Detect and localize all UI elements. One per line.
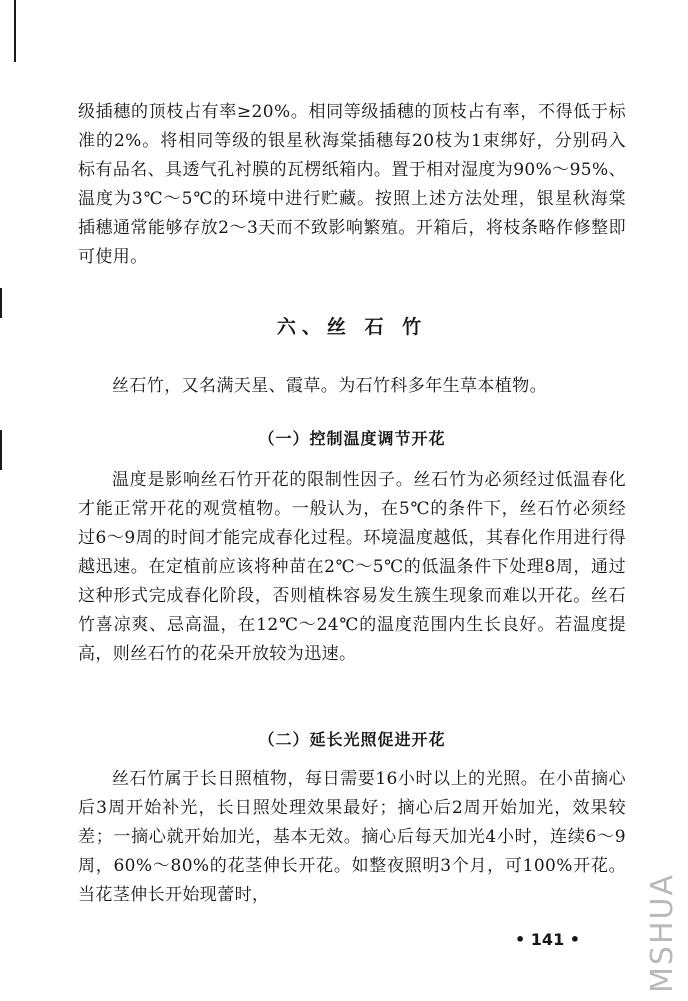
paragraph-text: 丝石竹，又名满天星、霞草。为石竹科多年生草本植物。 (112, 376, 547, 396)
subsection-title-temperature: （一）控制温度调节开花 (258, 429, 446, 448)
scan-edge-mark (0, 288, 2, 318)
scan-edge-mark (0, 430, 2, 470)
paragraph-continued (78, 98, 626, 272)
paragraph-light (78, 765, 626, 910)
watermark: MSHUA (645, 873, 680, 993)
paragraph-text: 丝石竹属于长日照植物，每日需要16小时以上的光照。在小苗摘心后3周开始补光，长日照处理效果最好；摘心后2周开始加光，效果较差；一摘心就开始加光，基本无效。摘心后每天加光4小时，连续6～9周，60%～80%的花茎伸长开花。如整夜照明3个月，可100%开花。当花茎伸长开始现蕾时， (78, 769, 626, 905)
paragraph-temperature (78, 466, 626, 669)
intro-paragraph (78, 372, 626, 401)
paragraph-text: 温度是影响丝石竹开花的限制性因子。丝石竹为必须经过低温春化才能正常开花的观赏植物。一般认为，在5℃的条件下，丝石竹必须经过6～9周的时间才能完成春化过程。环境温度越低，其春化作用进行得越迅速。在定植前应该将种苗在2℃～5℃的低温条件下处理8周，通过这种形式完成春化阶段，否则植株容易发生簇生现象而难以开花。丝石竹喜凉爽、忌高温，在12℃～24℃的温度范围内生长良好。若温度提高，则丝石竹的花朵开放较为迅速。 (78, 470, 626, 664)
subsection-title-light: （二）延长光照促进开花 (258, 730, 446, 749)
section-title: 六、丝 石 竹 (276, 316, 428, 338)
page-number: • 141 • (515, 930, 580, 949)
page-edge-line (14, 0, 16, 62)
paragraph-text: 级插穗的顶枝占有率≥20%。相同等级插穗的顶枝占有率，不得低于标准的2%。将相同等级的银星秋海棠插穗每20枝为1束绑好，分别码入标有品名、具透气孔衬膜的瓦楞纸箱内。置于相对湿度为90%～95%、温度为3℃～5℃的环境中进行贮藏。按照上述方法处理，银星秋海棠插穗通常能够存放2～3天而不致影响繁殖。开箱后，将枝条略作修整即可使用。 (78, 102, 626, 267)
